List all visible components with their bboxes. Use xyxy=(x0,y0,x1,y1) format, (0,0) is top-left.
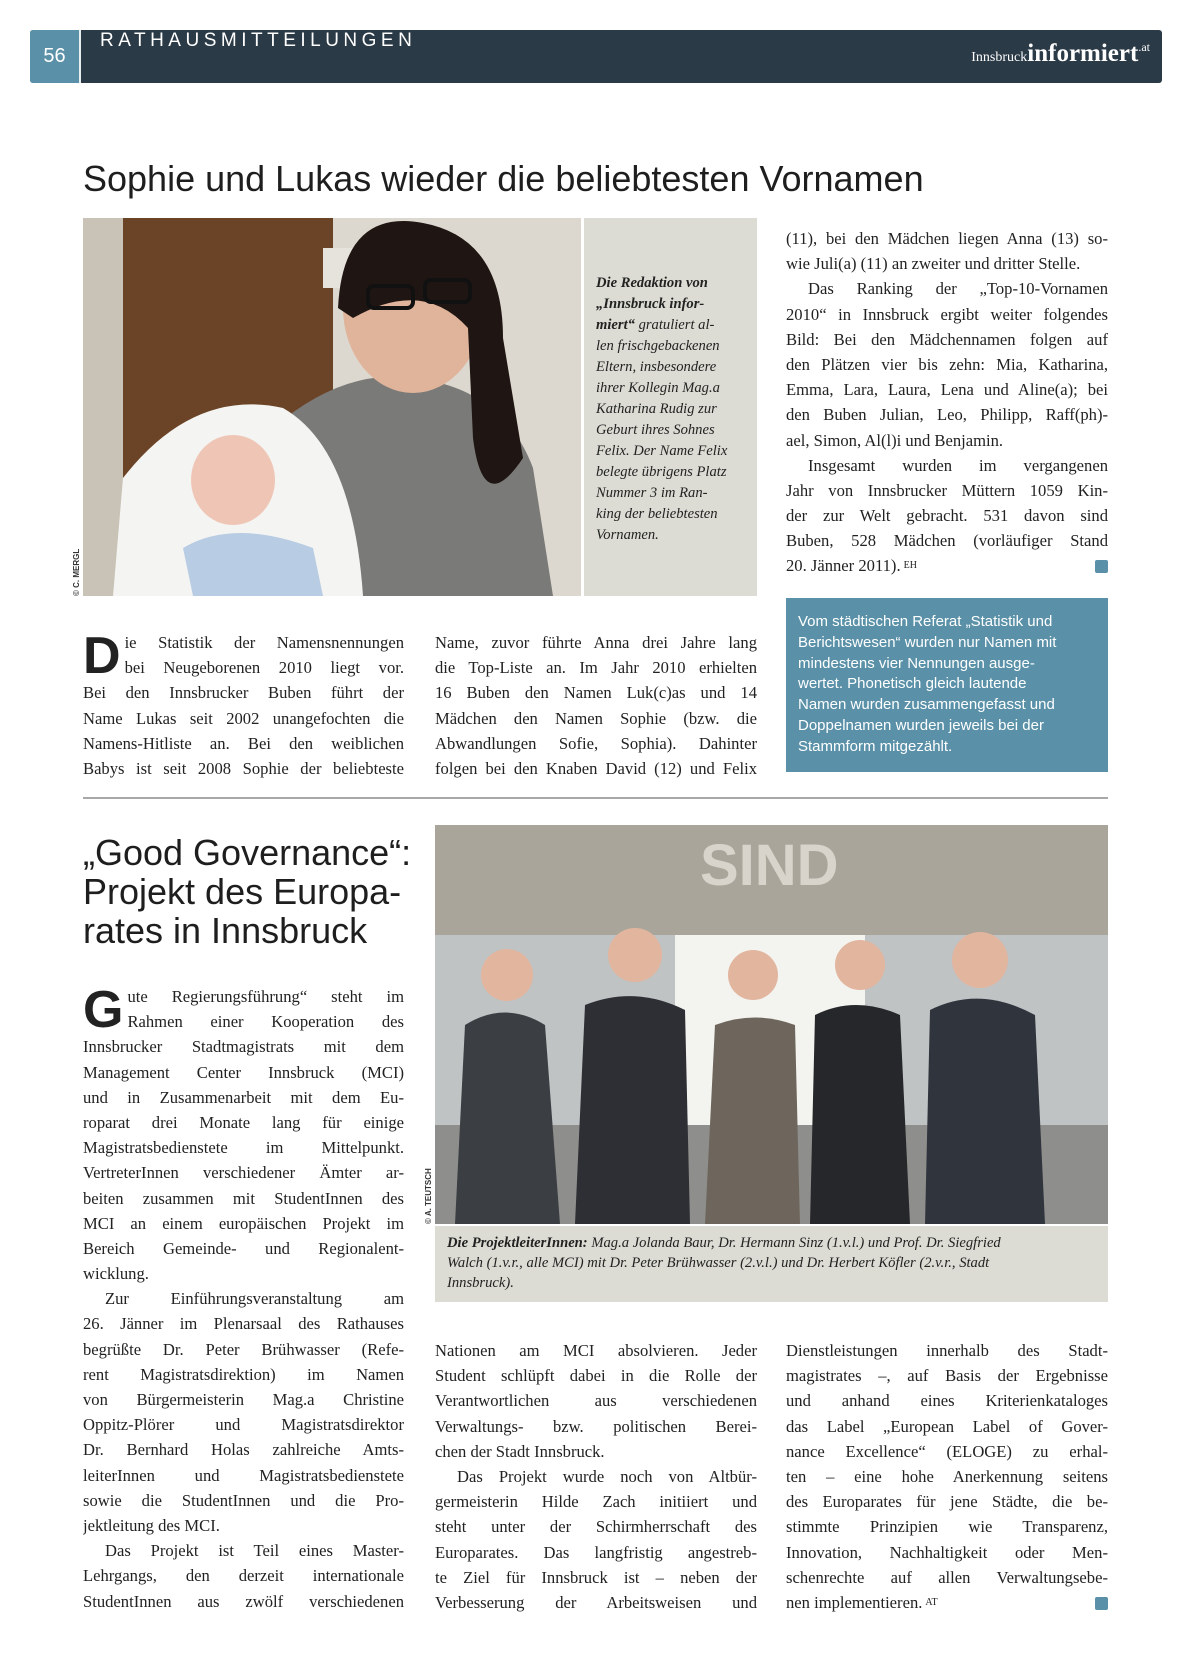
line-text: Lehrgangs, den derzeit internationale xyxy=(83,1566,404,1586)
caption-text: len frischgebackenen xyxy=(596,338,720,354)
text-line xyxy=(786,1540,1108,1565)
text-line xyxy=(83,1261,404,1286)
text-line xyxy=(786,1388,1108,1413)
text-line xyxy=(786,402,1108,427)
end-mark-icon xyxy=(1095,1597,1108,1610)
line-text: die Top-Liste an. Im Jahr 2010 erhielten xyxy=(435,658,757,678)
caption-text: gratuliert al- xyxy=(634,317,715,333)
line-text: ute Regierungsführung“ steht im xyxy=(127,987,404,1006)
caption-line xyxy=(596,441,757,462)
line-text: bei Neugeborenen 2010 liegt vor. xyxy=(124,658,404,678)
article2-column-3 xyxy=(786,1338,1108,1615)
line-text: germeisterin Hilde Zach initiiert und xyxy=(435,1492,757,1512)
line-text: Emma, Lara, Laura, Lena und Aline(a); bei xyxy=(786,380,1108,400)
line-text: Abwandlungen Sofie, Sophia). Dahinter xyxy=(435,733,757,753)
line-text: stimmte Prinzipien wie Transparenz, xyxy=(786,1517,1108,1537)
text-line xyxy=(83,1463,404,1488)
page-number: 56 xyxy=(30,30,81,83)
line-text: der zur Welt gebracht. 531 davon sind xyxy=(786,506,1108,526)
line-text: den Plätzen vier bis zehn: Mia, Katharina, xyxy=(786,354,1108,374)
line-text: nen implementieren. xyxy=(786,1592,923,1612)
info-line: Stammform mitgezählt. xyxy=(798,737,953,755)
text-line xyxy=(786,528,1108,553)
article2-title xyxy=(83,833,413,950)
text-line xyxy=(435,706,757,731)
line-text: Bereich Gemeinde- und Regionalent- xyxy=(83,1238,404,1258)
text-line xyxy=(435,630,757,655)
caption-text: Innsbruck). xyxy=(447,1275,514,1291)
caption-text: Mag.a Jolanda Baur, Dr. Hermann Sinz (1.v.l.) und Prof. Dr. Siegfried xyxy=(587,1235,1001,1251)
article2-column-1 xyxy=(83,981,404,1614)
line-text: Management Center Innsbruck (MCI) xyxy=(83,1062,404,1082)
line-text: 26. Jänner im Plenarsaal des Rathauses xyxy=(83,1314,404,1334)
line-text: VertreterInnen verschiedener Ämter ar- xyxy=(83,1163,404,1183)
info-line: Doppelnamen wurden jeweils bei der xyxy=(798,716,1044,734)
caption-line xyxy=(596,504,757,525)
text-line xyxy=(435,1439,757,1464)
line-text: und anhand eines Kriterienkataloges xyxy=(786,1391,1108,1411)
info-line: Namen wurden zusammengefasst und xyxy=(798,696,1055,714)
text-line xyxy=(435,1363,757,1388)
text-line xyxy=(786,251,1108,276)
text-line xyxy=(435,731,757,756)
line-text: ael, Simon, Al(l)i und Benjamin. xyxy=(786,430,1004,450)
caption-text: Walch (1.v.r., alle MCI) mit Dr. Peter Brühwasser (2.v.l.) und Dr. Herbert Köfler (2.v.r., Stadt xyxy=(447,1255,990,1271)
photo-credit: © C. MERGL xyxy=(72,548,81,596)
caption-text: belegte übrigens Platz xyxy=(596,464,727,480)
article1-column-3 xyxy=(786,226,1108,579)
text-line xyxy=(435,1338,757,1363)
line-text: Nationen am MCI absolvieren. Jeder xyxy=(435,1341,757,1360)
text-line xyxy=(83,1437,404,1462)
article2-column-2 xyxy=(435,1338,757,1615)
text-line xyxy=(83,1362,404,1387)
text-line xyxy=(125,655,404,680)
text-line xyxy=(435,1514,757,1539)
text-line xyxy=(83,1589,404,1614)
text-line xyxy=(83,1110,404,1135)
caption-line xyxy=(447,1253,1096,1273)
caption-bold: miert“ xyxy=(596,317,635,333)
text-line xyxy=(435,655,757,680)
text-line xyxy=(786,1464,1108,1489)
line-text: wicklung. xyxy=(83,1264,149,1284)
text-line xyxy=(83,1488,404,1513)
line-text: von Bürgermeisterin Mag.a Christine xyxy=(83,1390,404,1409)
text-line xyxy=(83,1085,404,1110)
text-line xyxy=(435,1464,757,1489)
caption-bold: Die Redaktion von xyxy=(596,275,708,291)
photo-caption xyxy=(584,218,757,596)
text-line xyxy=(786,1565,1108,1590)
line-text: Innsbrucker Stadtmagistrats mit dem xyxy=(83,1037,404,1057)
line-text: Insgesamt wurden im vergangenen xyxy=(808,455,1108,475)
photo-mother-with-baby xyxy=(83,218,581,596)
caption-text: king der beliebtesten xyxy=(596,506,718,522)
caption-text: Vornamen. xyxy=(596,527,659,543)
line-text: Zur Einführungsveranstaltung am xyxy=(105,1289,404,1309)
line-text: Student schlüpft dabei in die Rolle der xyxy=(435,1366,757,1386)
caption-line xyxy=(596,420,757,441)
line-text: den Buben Julian, Leo, Philipp, Raff(ph)- xyxy=(786,405,1108,425)
line-text: schenrechte auf allen Verwaltungsebe- xyxy=(786,1567,1108,1587)
caption-line xyxy=(596,462,757,483)
line-text: ie Statistik der Namensnennungen xyxy=(124,633,404,652)
text-line xyxy=(786,1514,1108,1539)
author-initials: EH xyxy=(903,560,917,572)
author-initials: AT xyxy=(925,1596,938,1608)
caption-text: Katharina Rudig zur xyxy=(596,401,717,417)
info-line: Berichtswesen“ wurden nur Namen mit xyxy=(798,633,1057,651)
text-line xyxy=(786,478,1108,503)
text-line xyxy=(83,1160,404,1185)
line-text: chen der Stadt Innsbruck. xyxy=(435,1441,605,1461)
text-line xyxy=(786,1590,1108,1615)
end-mark-icon xyxy=(1095,560,1108,573)
line-text: Das Projekt wurde noch von Altbür- xyxy=(457,1466,757,1486)
text-line xyxy=(786,1414,1108,1439)
text-line xyxy=(435,1388,757,1413)
line-text: Oppitz-Plörer und Magistratsdirektor xyxy=(83,1415,404,1435)
photo-sign-text: SIND xyxy=(700,833,839,898)
text-line xyxy=(435,680,757,705)
line-text: Name, zuvor führte Anna drei Jahre lang xyxy=(435,633,757,652)
line-text: begrüßte Dr. Peter Brühwasser (Refe- xyxy=(83,1339,404,1359)
text-line xyxy=(786,377,1108,402)
article-divider xyxy=(83,797,1108,799)
text-line xyxy=(786,226,1108,251)
caption-line xyxy=(596,294,757,315)
photo-caption xyxy=(435,1226,1108,1302)
line-text: Verwaltungs- bzw. politischen Berei- xyxy=(435,1416,757,1436)
caption-text: Nummer 3 im Ran- xyxy=(596,485,708,501)
article2-title-line: „Good Governance“: xyxy=(83,832,412,873)
text-line xyxy=(786,553,1108,578)
text-line xyxy=(83,1513,404,1538)
info-line: mindestens vier Nennungen ausge- xyxy=(798,654,1035,672)
article1-column-1 xyxy=(83,627,404,781)
text-line xyxy=(83,706,404,731)
line-text: steht unter der Schirmherrschaft des xyxy=(435,1517,757,1537)
group-photo xyxy=(435,825,1108,1224)
line-text: rent Magistratsdirektion) im Namen xyxy=(83,1364,404,1384)
caption-text: Eltern, insbesondere xyxy=(596,359,717,375)
text-line xyxy=(83,1337,404,1362)
caption-line xyxy=(596,273,757,294)
drop-cap: G xyxy=(83,981,124,1039)
drop-cap: D xyxy=(83,627,121,685)
line-text: Das Projekt ist Teil eines Master- xyxy=(105,1541,404,1561)
text-line xyxy=(83,1034,404,1059)
line-text: Bei den Innsbrucker Buben führt der xyxy=(83,683,404,703)
text-line xyxy=(786,1363,1108,1388)
line-text: sowie die StudentInnen und die Pro- xyxy=(83,1490,404,1510)
text-line xyxy=(786,503,1108,528)
line-text: te Ziel für Innsbruck ist – neben der xyxy=(435,1567,757,1587)
page-header xyxy=(30,30,1162,83)
caption-bold: Die ProjektleiterInnen: xyxy=(447,1235,588,1251)
text-line xyxy=(83,1311,404,1336)
line-text: ten – eine hohe Anerkennung seitens xyxy=(786,1466,1108,1486)
line-text: Buben, 528 Mädchen (vorläufiger Stand xyxy=(786,531,1108,551)
line-text: Rahmen einer Kooperation des xyxy=(127,1012,404,1032)
caption-line xyxy=(447,1233,1096,1253)
text-line xyxy=(83,1563,404,1588)
line-text: folgen bei den Knaben David (12) und Felix xyxy=(435,758,757,778)
line-text: leiterInnen und Magistratsbedienstete xyxy=(83,1465,404,1485)
line-text: Jahr von Innsbrucker Müttern 1059 Kin- xyxy=(786,480,1108,500)
photo-credit: © A. TEUTSCH xyxy=(424,1168,433,1224)
article1-title: Sophie und Lukas wieder die beliebtesten Vornamen xyxy=(83,158,924,199)
line-text: 16 Buben den Namen Luk(c)as und 14 xyxy=(435,683,757,703)
line-text: und in Zusammenarbeit mit dem Eu- xyxy=(83,1087,404,1107)
text-line xyxy=(435,1540,757,1565)
text-line xyxy=(786,352,1108,377)
caption-text: Felix. Der Name Felix xyxy=(596,443,728,459)
line-text: das Label „European Label of Gover- xyxy=(786,1416,1108,1436)
text-line xyxy=(786,1489,1108,1514)
caption-line xyxy=(596,525,757,546)
line-text: Bild: Bei den Mädchennamen folgen auf xyxy=(786,329,1108,349)
text-line xyxy=(83,756,404,781)
line-text: Dr. Bernhard Holas zahlreiche Amts- xyxy=(83,1440,404,1460)
logo-suffix: .at xyxy=(1138,40,1150,54)
line-text: wie Juli(a) (11) an zweiter und dritter Stelle. xyxy=(786,254,1081,274)
caption-line xyxy=(596,483,757,504)
logo-pre: Innsbruck xyxy=(971,50,1028,65)
line-text: jektleitung des MCI. xyxy=(83,1515,220,1535)
line-text: (11), bei den Mädchen liegen Anna (13) so- xyxy=(786,229,1108,248)
text-line xyxy=(786,428,1108,453)
text-line xyxy=(83,1060,404,1085)
line-text: Verbesserung der Arbeitsweisen und xyxy=(435,1592,757,1612)
line-text: StudentInnen aus zwölf verschiedenen xyxy=(83,1591,404,1611)
text-line xyxy=(83,1387,404,1412)
text-line xyxy=(435,1590,757,1615)
line-text: Verantwortlichen aus verschiedenen xyxy=(435,1391,757,1411)
text-line xyxy=(127,1009,404,1034)
line-text: Innovation, Nachhaltigkeit oder Men- xyxy=(786,1542,1108,1562)
text-line xyxy=(83,1186,404,1211)
line-text: Namens-Hitliste an. Bei den weiblichen xyxy=(83,733,404,753)
text-line xyxy=(786,302,1108,327)
info-line: Vom städtischen Referat „Statistik und xyxy=(798,613,1053,630)
line-text: Dienstleistungen innerhalb des Stadt- xyxy=(786,1341,1108,1360)
section-title: RATHAUSMITTEILUNGEN xyxy=(100,30,417,51)
text-line xyxy=(435,1414,757,1439)
line-text: 20. Jänner 2011). xyxy=(786,556,901,576)
text-line xyxy=(83,1211,404,1236)
info-box xyxy=(786,598,1108,772)
text-line xyxy=(786,453,1108,478)
caption-line xyxy=(596,378,757,399)
line-text: magistrates –, auf Basis der Ergebnisse xyxy=(786,1366,1108,1386)
line-text: nance Excellence“ (ELOGE) zu erhal- xyxy=(786,1441,1108,1461)
text-line xyxy=(83,1412,404,1437)
text-line xyxy=(83,1538,404,1563)
text-line xyxy=(435,1489,757,1514)
caption-line xyxy=(596,315,757,336)
text-line xyxy=(83,731,404,756)
text-line xyxy=(83,1135,404,1160)
line-text: MCI an einem europäischen Projekt im xyxy=(83,1213,404,1233)
line-text: Magistratsbedienstete im Mittelpunkt. xyxy=(83,1138,404,1158)
line-text: beiten zusammen mit StudentInnen des xyxy=(83,1188,404,1208)
line-text: Mädchen den Namen Sophie (bzw. die xyxy=(435,708,757,728)
text-line xyxy=(786,1338,1108,1363)
caption-text: Geburt ihres Sohnes xyxy=(596,422,715,438)
caption-text: ihrer Kollegin Mag.a xyxy=(596,380,720,396)
article2-title-line: rates in Innsbruck xyxy=(83,910,368,951)
caption-line xyxy=(447,1273,1096,1293)
text-line xyxy=(83,1236,404,1261)
text-line xyxy=(83,1286,404,1311)
caption-line xyxy=(596,336,757,357)
text-line xyxy=(83,680,404,705)
caption-bold: „Innsbruck infor- xyxy=(596,296,705,312)
text-line xyxy=(786,276,1108,301)
text-line xyxy=(786,327,1108,352)
line-text: Das Ranking der „Top-10-Vornamen xyxy=(808,279,1108,299)
logo-main: informiert xyxy=(1027,40,1139,67)
line-text: 2010“ in Innsbruck ergibt weiter folgendes xyxy=(786,304,1108,324)
text-line xyxy=(435,756,757,781)
caption-line xyxy=(596,399,757,420)
info-line: wertet. Phonetisch gleich lautende xyxy=(798,675,1027,693)
article1-column-2 xyxy=(435,630,757,781)
caption-line xyxy=(596,357,757,378)
line-text: roparat drei Monate lang für einige xyxy=(83,1112,404,1132)
text-line xyxy=(435,1565,757,1590)
publication-logo xyxy=(971,40,1150,68)
text-line xyxy=(786,1439,1108,1464)
line-text: Name Lukas seit 2002 unangefochten die xyxy=(83,708,404,728)
line-text: Europarates. Das langfristig angestreb- xyxy=(435,1542,757,1562)
article2-title-line: Projekt des Europa- xyxy=(83,871,402,912)
line-text: des Europarates für jene Städte, die be- xyxy=(786,1492,1108,1512)
line-text: Babys ist seit 2008 Sophie der beliebteste xyxy=(83,758,404,778)
